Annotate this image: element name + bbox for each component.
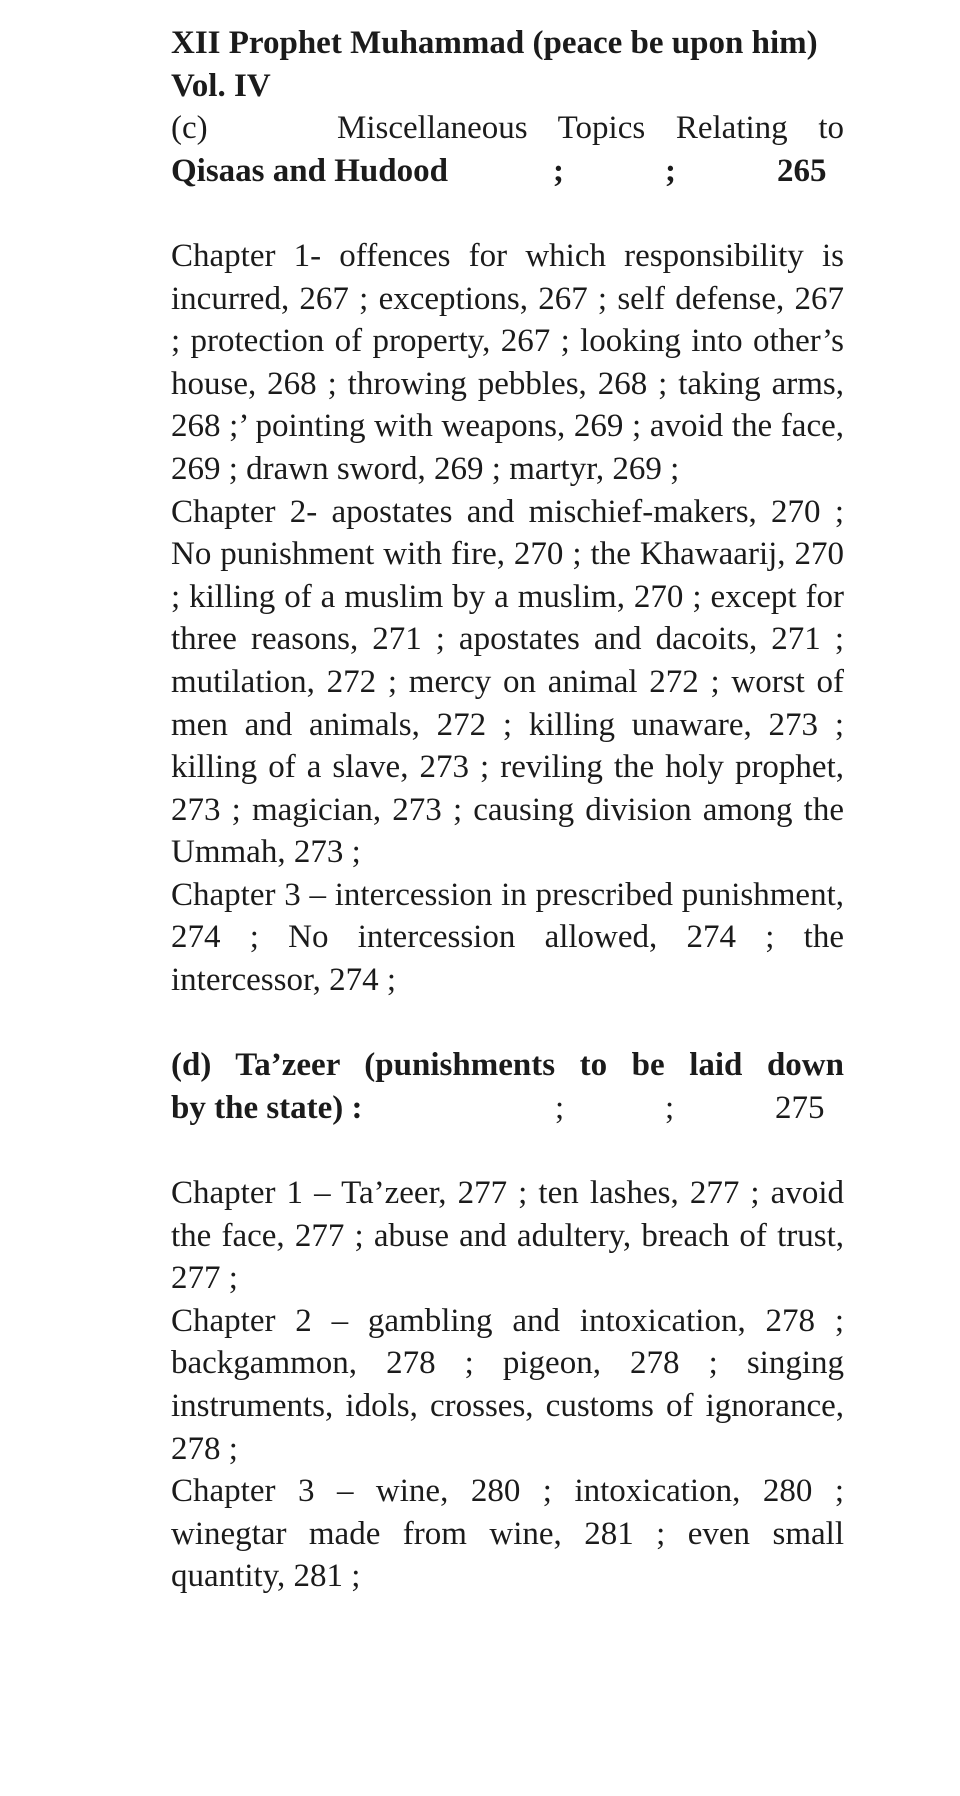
section-d-chapter-2: Chapter 2 – gambling and intoxication, 278 ; backgammon, 278 ; pigeon, 278 ; singing instruments, idols, crosses, customs of ignorance, 278 ; [171,1302,844,1467]
section-c-title-line2: Qisaas and Hudood [171,152,448,189]
section-c-label: (c) [171,110,208,147]
section-d-chapter-3: Chapter 3 – wine, 280 ; intoxication, 280 ; winegtar made from wine, 281 ; even small quantity, 281 ; [171,1473,844,1595]
section-c-chapter-3: Chapter 3 – intercession in prescribed punishment, 274 ; No intercession allowed, 274 ; the intercessor, 274 ; [171,876,844,999]
contents-page [171,22,844,1598]
section-c-heading [171,107,844,150]
section-d-page-number: 275 [775,1089,825,1126]
section-d-title-line2: by the state) : [171,1089,363,1126]
section-c-separator-1: ; [553,152,564,189]
volume-label: Vol. IV [171,67,271,104]
book-title: XII Prophet Muhammad (peace be upon him) [171,25,818,61]
section-c-page-number: 265 [777,152,827,189]
section-c-separator-2: ; [665,152,676,189]
section-d-title-row [171,1087,844,1130]
section-d-title-line1: (d) Ta’zeer (punishments to be laid down [171,1047,844,1084]
section-c-title-row [171,150,844,193]
section-d-chapter-1: Chapter 1 – Ta’zeer, 277 ; ten lashes, 277 ; avoid the face, 277 ; abuse and adultery, breach of trust, 277 ; [171,1175,844,1297]
section-d-separator-1: ; [555,1089,565,1126]
section-d-separator-2: ; [665,1089,675,1126]
section-c-chapter-2: Chapter 2- apostates and mischief-makers, 270 ; No punishment with fire, 270 ; the Khawaarij, 270 ; killing of a muslim by a muslim, 270 ; except for three reasons, 271 ; apostates and dacoits, 271 ; mutilation, 272 ; mercy on animal 272 ; worst of men and animals, 272 ; killing unaware, 273 ; killing of a slave, 273 ; reviling the holy prophet, 273 ; magician, 273 ; causing division among the Ummah, 273 ; [171,493,844,871]
section-c-title-line1: Miscellaneous Topics Relating to [337,110,844,147]
section-c-chapter-1: Chapter 1- offences for which responsibility is incurred, 267 ; exceptions, 267 ; self defense, 267 ; protection of property, 267 ; looking into other’s house, 268 ; throwing pebbles, 268 ; taking arms, 268 ;’ pointing with weapons, 269 ; avoid the face, 269 ; drawn sword, 269 ; martyr, 269 ; [171,237,844,487]
